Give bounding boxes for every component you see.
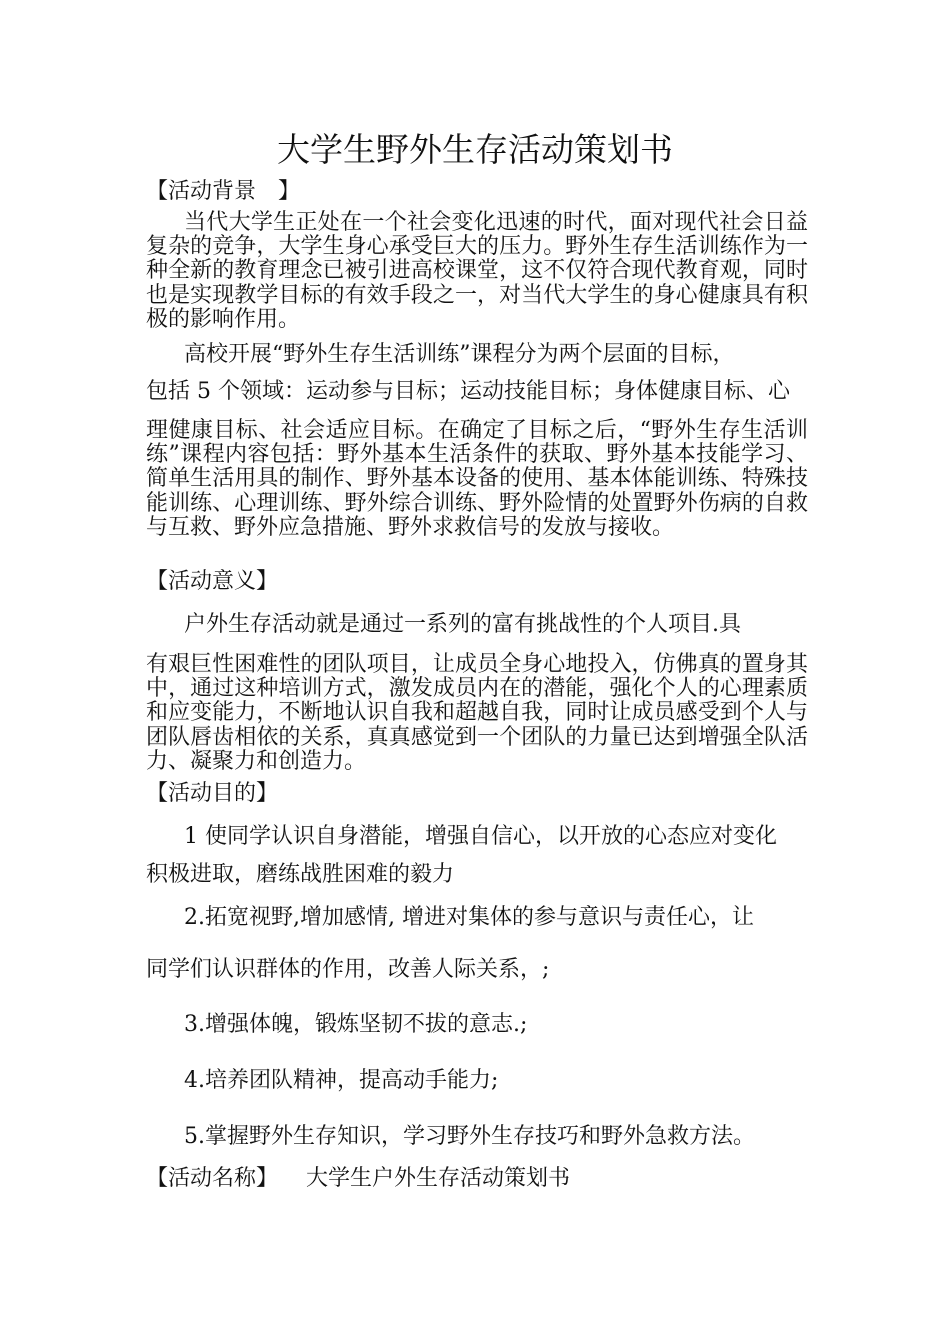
purpose-item-1-line-1: 1 使同学认识自身潜能，增强自信心，以开放的心态应对变化 (184, 824, 777, 849)
document-title: 大学生野外生存活动策划书 (277, 130, 673, 169)
significance-line-1: 户外生存活动就是通过一系列的富有挑战性的个人项目.具 (184, 612, 741, 637)
name-value: 大学生户外生存活动策划书 (306, 1166, 571, 1191)
name-line (146, 1164, 808, 1194)
name-heading: 【活动名称】 (146, 1166, 279, 1191)
background-paragraph-2-line-1: 高校开展“野外生存生活训练”课程分为两个层面的目标， (184, 342, 735, 367)
background-paragraph-1: 当代大学生正处在一个社会变化迅速的时代，面对现代社会日益复杂的竞争，大学生身心承受巨大的压力。野外生存生活训练作为一种全新的教育理念已被引进高校课堂，这不仅符合现代教育观，同时也是实现教学目标的有效手段之一，对当代大学生的身心健康具有积极的影响作用。 (146, 210, 808, 332)
background-paragraph-2-rest: 理健康目标、社会适应目标。在确定了目标之后，“野外生存生活训练”课程内容包括：野外基本生活条件的获取、野外基本技能学习、简单生活用具的制作、野外基本设备的使用、基本体能训练、特殊技能训练、心理训练、野外综合训练、野外险情的处置野外伤病的自救与互救、野外应急措施、野外求救信号的发放与接收。 (146, 418, 808, 540)
significance-paragraph-rest: 有艰巨性困难性的团队项目，让成员全身心地投入，仿佛真的置身其中，通过这种培训方式，激发成员内在的潜能，强化个人的心理素质和应变能力，不断地认识自我和超越自我，同时让成员感受到个人与团队唇齿相依的关系，真真感觉到一个团队的力量已达到增强全队活力、凝聚力和创造力。 (146, 652, 808, 774)
purpose-item-2-line-2: 同学们认识群体的作用，改善人际关系，; (146, 957, 550, 982)
significance-heading: 【活动意义】 (146, 569, 279, 594)
purpose-heading: 【活动目的】 (146, 781, 279, 806)
purpose-item-1-line-2: 积极进取，磨练战胜困难的毅力 (146, 862, 455, 887)
purpose-item-3: 3.增强体魄，锻炼坚韧不拔的意志.; (184, 1012, 528, 1037)
purpose-item-5: 5.掌握野外生存知识，学习野外生存技巧和野外急救方法。 (184, 1124, 755, 1149)
purpose-item-4: 4.培养团队精神，提高动手能力; (184, 1068, 499, 1093)
purpose-item-2-line-1: 2.拓宽视野,增加感情, 增进对集体的参与意识与责任心，让 (184, 905, 754, 930)
background-paragraph-2-line-2: 包括 5 个领域：运动参与目标；运动技能目标；身体健康目标、心 (146, 379, 790, 404)
background-heading: 【活动背景 】 (146, 179, 301, 204)
